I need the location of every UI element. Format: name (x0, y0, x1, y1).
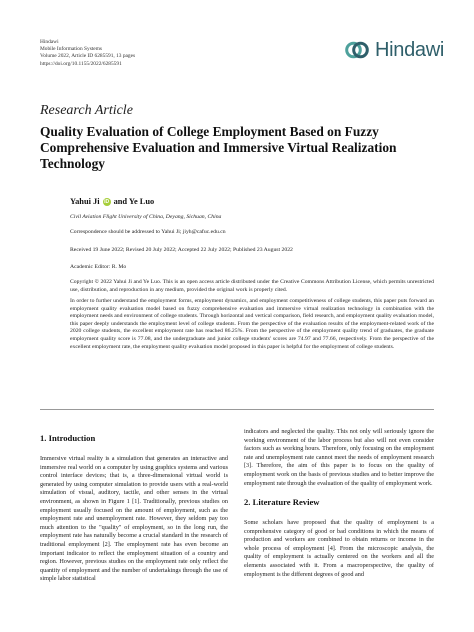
publisher-name: Hindawi (40, 39, 59, 45)
hindawi-logo (344, 37, 444, 63)
hindawi-logo-text: Hindawi (375, 38, 445, 61)
literature-review-body: Some scholars have proposed that the quality of employment is a comprehensive category of good or bad conditions in which the means of production and workers are combined to obtain returns or income in the whole process of employment [4]. From the microscopic analysis, the quality of employment is actually centered on the workers and all the elements associated with it. From a macroperspective, the quality of employment is the different degrees of good and (244, 519, 434, 578)
article-type: Research Article (40, 103, 133, 118)
paper-title: Quality Evaluation of College Employment Based on Fuzzy Comprehensive Evaluation and Immersive Virtual Realization Technology (40, 124, 397, 171)
section-heading-introduction: 1. Introduction (40, 433, 96, 443)
correspondence: Correspondence should be addressed to Yahui Ji; jiyh@cafuc.edu.cn (70, 229, 226, 235)
section-divider (40, 409, 434, 410)
affiliation: Civil Aviation Flight University of China, Deyang, Sichuan, China (70, 214, 222, 220)
journal-header (40, 39, 135, 68)
coauthor-name: and Ye Luo (113, 197, 155, 206)
section-heading-literature-review: 2. Literature Review (244, 497, 320, 507)
academic-editor: Academic Editor: R. Mo (70, 264, 127, 270)
publication-dates: Received 19 June 2022; Revised 20 July 2022; Accepted 22 July 2022; Published 23 August 2022 (70, 247, 293, 253)
copyright-notice: Copyright © 2022 Yahui Ji and Ye Luo. This is an open access article distributed under the Creative Commons Attribution License, which permits unrestricted use, distribution, and reproduction in any medium, provided the original work is properly cited. (70, 279, 434, 293)
doi-link[interactable]: https://doi.org/10.1155/2022/6285591 (40, 60, 122, 67)
author-name: Yahui Ji (70, 197, 100, 206)
orcid-icon[interactable]: iD (104, 198, 110, 205)
hindawi-logo-icon (344, 37, 370, 63)
author-line (70, 197, 154, 206)
introduction-continued: indicators and neglected the quality. This not only will seriously ignore the working environment of the labor process but also will not even consider factors such as working hours. Therefore, only focusing on the employment rate and unemployment rate cannot meet the needs of employment research [3]. Therefore, the aim of this paper is to focus on the quality of employment work on the basis of previous studies and to better improve the employment rate through the evaluation of the quality of employment work. (244, 428, 434, 487)
journal-name: Mobile Information Systems (40, 46, 102, 53)
abstract: In order to further understand the employment forms, employment dynamics, and employment competitiveness of college students, this paper puts forward an employment quality evaluation model based on fuzzy comprehensive evaluation and immersive virtual realization technology in combination with the employment needs and environment of college students. Through horizontal and vertical comparison, field research, and employment quality evaluation model, this paper deeply understands the employment level of college students. From the perspective of the evaluation results of the employment-related work of the 2020 college students, the excellent employment rate has reached 86.25%. From the perspective of the employment quality trend of graduates, the graduate employment quality score is 77.08, and the undergraduate and junior college students' scores are 74.97 and 77.66, respectively. From the perspective of the excellent employment rate, the employment quality evaluation model proposed in this paper is helpful for the employment of college students. (70, 298, 434, 350)
introduction-body: Immersive virtual reality is a simulation that generates an interactive and immersive real world on a computer by using graphics systems and various control interface devices; that is, a three-dimensional virtual world is generated by using computer simulation to provide users with a real-world simulation of visual, auditory, tactile, and other senses in the virtual environment, as shown in Figure 1 [1]. Traditionally, previous studies on employment usually focused on the amount of employment, such as the employment rate and unemployment rate. However, they seldom pay too much attention to the "quality" of employment, so in the long run, the employment rate has naturally become a crucial standard in the research of traditional employment [2]. The employment rate has even become an important indicator to reflect the employment situation of a country and region. However, previous studies on the employment rate only reflect the quantity of employment and the number of undertakings through the use of simple labor statistical (40, 455, 228, 583)
volume-info: Volume 2022, Article ID 6285591, 13 pages (40, 53, 136, 60)
